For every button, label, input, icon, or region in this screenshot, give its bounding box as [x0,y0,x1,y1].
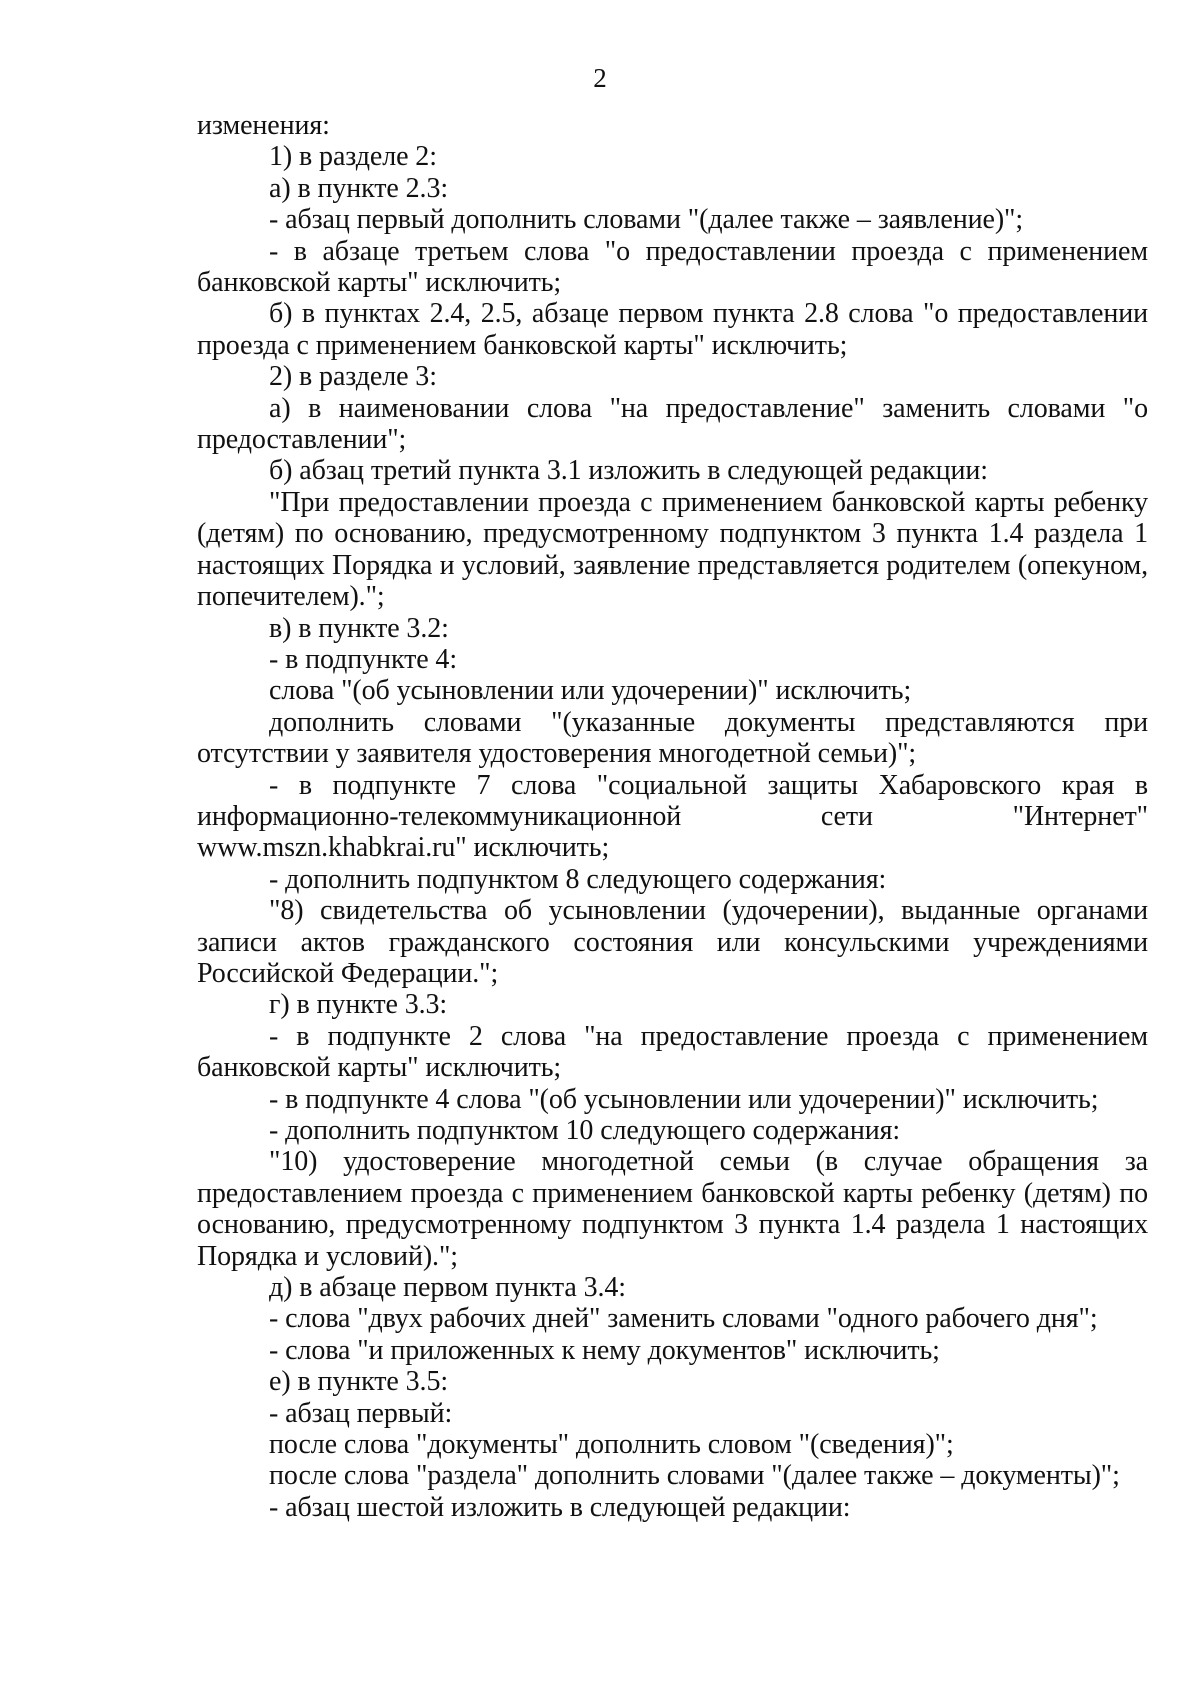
paragraph: 2) в разделе 3: [269,361,437,393]
paragraph: г) в пункте 3.3: [269,989,448,1021]
paragraph: - дополнить подпунктом 8 следующего содержания: [269,863,887,895]
paragraph: - в подпункте 4: [269,643,458,675]
paragraph: е) в пункте 3.5: [269,1366,449,1398]
paragraph: - в подпункте 7 слова "социальной защиты Хабаровского края в информационно-телекоммуникационной сети "Интернет" www.mszn.khabkrai.ru" исключить; [197,769,1148,864]
paragraph: б) в пунктах 2.4, 2.5, абзаце первом пункта 2.8 слова "о предоставлении проезда с применением банковской карты" исключить; [197,298,1148,361]
paragraph: - в подпункте 4 слова "(об усыновлении или удочерении)" исключить; [269,1083,1099,1115]
paragraph: - в подпункте 2 слова "на предоставление проезда с применением банковской карты" исключить; [197,1020,1148,1084]
paragraph: дополнить словами "(указанные документы представляются при отсутствии у заявителя удостоверения многодетной семьи)"; [197,706,1148,770]
paragraph: - слова "и приложенных к нему документов" исключить; [269,1334,940,1366]
page-number: 2 [593,63,607,93]
paragraph: - абзац первый дополнить словами "(далее также – заявление)"; [269,204,1024,236]
paragraph: д) в абзаце первом пункта 3.4: [269,1272,626,1304]
paragraph: - дополнить подпунктом 10 следующего содержания: [269,1115,901,1146]
paragraph: слова "(об усыновлении или удочерении)" исключить; [269,675,912,707]
paragraph: "10) удостоверение многодетной семьи (в случае обращения за предоставлением проезда с применением банковской карты ребенку (детям) по основанию, предусмотренному подпунктом 3 пункта 1.4 раздела 1 настоящих Порядка и условий)."; [197,1146,1148,1272]
paragraph: после слова "документы" дополнить словом "(сведения)"; [269,1429,954,1461]
paragraph: б) абзац третий пункта 3.1 изложить в следующей редакции: [269,455,988,487]
paragraph: "8) свидетельства об усыновлении (удочерении), выданные органами записи актов гражданского состояния или консульскими учреждениями Российской Федерации."; [197,895,1148,989]
paragraph: в) в пункте 3.2: [269,612,449,644]
document-body [197,110,1148,1523]
paragraph: изменения: [197,110,330,141]
paragraph: а) в пункте 2.3: [269,172,449,204]
paragraph: "При предоставлении проезда с применением банковской карты ребенку (детям) по основанию, предусмотренному подпунктом 3 пункта 1.4 раздела 1 настоящих Порядка и условий, заявление представляется родителем (опекуном, попечителем)."; [197,486,1148,613]
paragraph: - абзац шестой изложить в следующей редакции: [269,1491,851,1523]
paragraph: 1) в разделе 2: [269,141,437,173]
paragraph: - слова "двух рабочих дней" заменить словами "одного рабочего дня"; [269,1303,1098,1335]
paragraph: - в абзаце третьем слова "о предоставлении проезда с применением банковской карты" исключить; [197,235,1148,299]
paragraph: после слова "раздела" дополнить словами "(далее также – документы)"; [269,1460,1120,1492]
paragraph: а) в наименовании слова "на предоставление" заменить словами "о предоставлении"; [197,392,1148,456]
paragraph: - абзац первый: [269,1397,453,1429]
